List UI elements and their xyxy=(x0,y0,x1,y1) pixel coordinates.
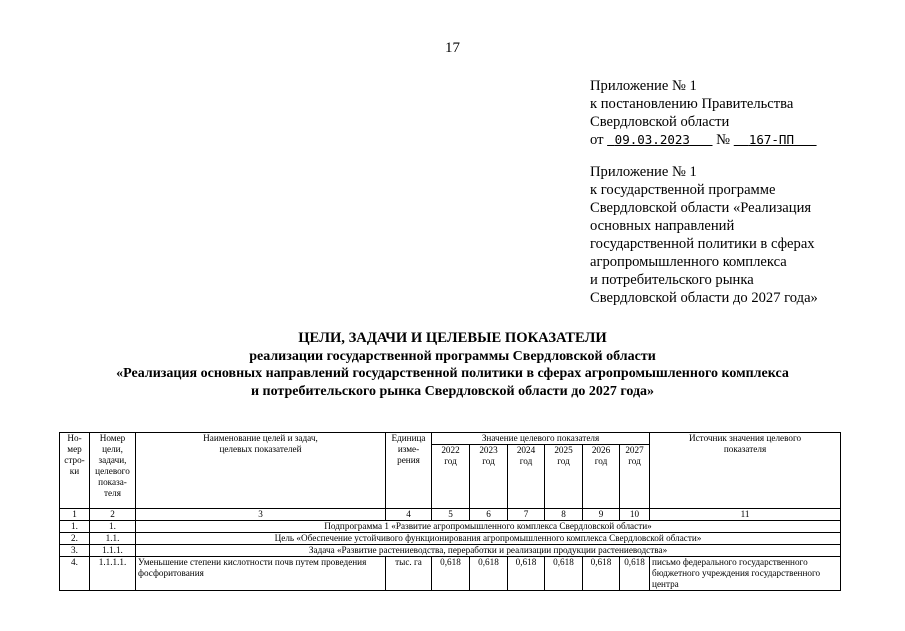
item-code: 1.1.1.1. xyxy=(90,557,136,591)
appendix-decree-line: Свердловской области xyxy=(590,114,730,130)
goals-table xyxy=(59,432,841,591)
column-number: 5 xyxy=(432,509,470,521)
number-sign: № xyxy=(716,132,731,148)
appendix-program-line: и потребительского рынка xyxy=(590,272,754,288)
appendix-program-line: основных направлений xyxy=(590,218,735,234)
header-year: 2027 год xyxy=(620,445,650,509)
header-name: Наименование целей и задач, целевых показателей xyxy=(136,433,386,509)
column-number: 7 xyxy=(508,509,545,521)
decree-number: 167-ПП xyxy=(748,132,794,147)
appendix-decree xyxy=(590,77,890,149)
header-unit: Единица изме- рения xyxy=(386,433,432,509)
column-number: 3 xyxy=(136,509,386,521)
appendix-decree-line: Приложение № 1 xyxy=(590,78,697,94)
indicator-value: 0,618 xyxy=(583,557,620,591)
appendix-program xyxy=(590,163,890,307)
decree-date-line xyxy=(590,131,890,149)
appendix-decree-line: к постановлению Правительства xyxy=(590,96,794,112)
appendix-program-line: к государственной программе xyxy=(590,182,776,198)
header-source: Источник значения целевого показателя xyxy=(650,433,841,509)
appendix-program-line: агропромышленного комплекса xyxy=(590,254,787,270)
indicator-name: Уменьшение степени кислотности почв путем проведения фосфоритования xyxy=(136,557,386,591)
column-number-row xyxy=(60,509,841,521)
column-number: 9 xyxy=(583,509,620,521)
row-number: 1. xyxy=(60,521,90,533)
item-code: 1.1.1. xyxy=(90,545,136,557)
row-number: 2. xyxy=(60,533,90,545)
indicator-unit: тыс. га xyxy=(386,557,432,591)
page-number: 17 xyxy=(445,40,460,56)
table-row xyxy=(60,533,841,545)
appendix-program-line: Свердловской области до 2027 года» xyxy=(590,290,818,306)
header-year: 2022 год xyxy=(432,445,470,509)
header-year: 2026 год xyxy=(583,445,620,509)
title-line: реализации государственной программы Свердловской области xyxy=(249,348,656,364)
table-row xyxy=(60,557,841,591)
column-number: 8 xyxy=(545,509,583,521)
row-number: 4. xyxy=(60,557,90,591)
title-line: и потребительского рынка Свердловской области до 2027 года» xyxy=(250,383,655,399)
goal-title: Цель «Обеспечение устойчивого функционирования агропромышленного комплекса Свердловской области» xyxy=(136,533,841,545)
document-title xyxy=(0,330,905,400)
indicator-value: 0,618 xyxy=(470,557,508,591)
table-row xyxy=(60,545,841,557)
column-number: 4 xyxy=(386,509,432,521)
title-line: «Реализация основных направлений государственной политики в сферах агропромышленного комплекса xyxy=(116,366,789,381)
decree-date: 09.03.2023 xyxy=(614,132,690,147)
column-number: 6 xyxy=(470,509,508,521)
item-code: 1. xyxy=(90,521,136,533)
header-year: 2025 год xyxy=(545,445,583,509)
indicator-value: 0,618 xyxy=(508,557,545,591)
appendix-program-line: Приложение № 1 xyxy=(590,164,697,180)
header-row-number: Но- мер стро- ки xyxy=(60,433,90,509)
appendix-program-line: государственной политики в сферах xyxy=(590,236,815,252)
date-prefix: от xyxy=(590,132,604,148)
item-code: 1.1. xyxy=(90,533,136,545)
subprogram-title: Подпрограмма 1 «Развитие агропромышленного комплекса Свердловской области» xyxy=(136,521,841,533)
indicator-value: 0,618 xyxy=(432,557,470,591)
column-number: 10 xyxy=(620,509,650,521)
indicator-value: 0,618 xyxy=(620,557,650,591)
column-number: 2 xyxy=(90,509,136,521)
row-number: 3. xyxy=(60,545,90,557)
indicator-source: письмо федерального государственного бюджетного учреждения государственного центра xyxy=(650,557,841,591)
title-line: ЦЕЛИ, ЗАДАЧИ И ЦЕЛЕВЫЕ ПОКАЗАТЕЛИ xyxy=(298,330,607,346)
table-row xyxy=(60,521,841,533)
indicator-value: 0,618 xyxy=(545,557,583,591)
task-title: Задача «Развитие растениеводства, переработки и реализации продукции растениеводства» xyxy=(136,545,841,557)
header-values-group: Значение целевого показателя xyxy=(432,433,650,445)
column-number: 11 xyxy=(650,509,841,521)
appendix-program-line: Свердловской области «Реализация xyxy=(590,200,812,216)
header-year: 2023 год xyxy=(470,445,508,509)
header-item-number: Номер цели, задачи, целевого показа- теля xyxy=(90,433,136,509)
column-number: 1 xyxy=(60,509,90,521)
header-year: 2024 год xyxy=(508,445,545,509)
